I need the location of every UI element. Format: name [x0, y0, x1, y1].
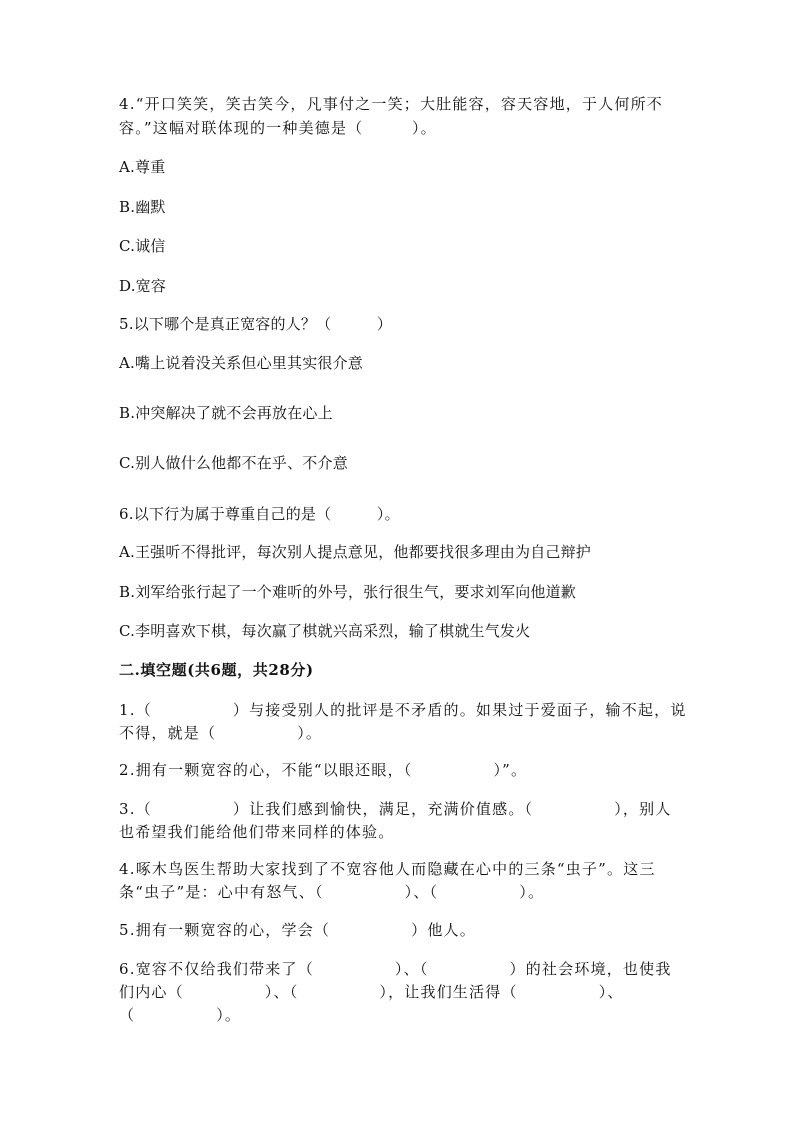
fill-section-heading: 二.填空题(共6题，共28分): [119, 661, 314, 679]
mc-q4-option-a: A.尊重: [119, 158, 166, 176]
mc-q6-option-b: B.刘军给张行起了一个难听的外号，张行很生气，要求刘军向他道歉: [119, 583, 576, 601]
mc-q5-option-c: C.别人做什么他都不在乎、不介意: [119, 454, 348, 472]
fill-q3-line1: 3.（ ）让我们感到愉快，满足，充满价值感。（ ），别人: [119, 800, 672, 818]
mc-q6-stem: 6.以下行为属于尊重自己的是（ ）。: [119, 505, 400, 523]
fill-q2-line1: 2.拥有一颗宽容的心，不能“以眼还眼，（ ）”。: [119, 761, 528, 779]
fill-q5-line1: 5.拥有一颗宽容的心，学会（ ）他人。: [119, 921, 476, 939]
fill-q4-line1: 4.啄木鸟医生帮助大家找到了不宽容他人而隐藏在心中的三条“虫子”。这三: [119, 860, 656, 878]
fill-q6-line2: 们内心（ ）、（ ），让我们生活得（ ）、: [119, 983, 624, 1001]
mc-q5-option-b: B.冲突解决了就不会再放在心上: [119, 404, 333, 422]
mc-q4-option-c: C.诚信: [119, 237, 166, 255]
fill-q1-line2: 不得，就是（ ）。: [119, 724, 323, 742]
fill-q1-line1: 1.（ ）与接受别人的批评是不矛盾的。如果过于爱面子，输不起，说: [119, 701, 687, 719]
fill-q3-line2: 也希望我们能给他们带来同样的体验。: [119, 823, 395, 841]
mc-q4-stem-line2: 容。”这幅对联体现的一种美德是（ ）。: [119, 119, 437, 137]
mc-q4-option-b: B.幽默: [119, 198, 166, 216]
fill-q4-line2: 条“虫子”是：心中有怒气、（ ）、（ ）。: [119, 883, 545, 901]
fill-q6-line3: （ ）。: [119, 1006, 242, 1024]
mc-q4-option-d: D.宽容: [119, 277, 167, 295]
fill-q6-line1: 6.宽容不仅给我们带来了（ ）、（ ）的社会环境，也使我: [119, 960, 672, 978]
mc-q6-option-a: A.王强听不得批评，每次别人提点意见，他都要找很多理由为自己辩护: [119, 543, 592, 561]
mc-q4-stem-line1: 4.“开口笑笑，笑古笑今，凡事付之一笑；大肚能容，容天容地，于人何所不: [119, 95, 663, 113]
mc-q5-option-a: A.嘴上说着没关系但心里其实很介意: [119, 354, 364, 372]
mc-q5-stem: 5.以下哪个是真正宽容的人？（ ）: [119, 315, 393, 333]
mc-q6-option-c: C.李明喜欢下棋，每次赢了棋就兴高采烈，输了棋就生气发火: [119, 622, 531, 640]
